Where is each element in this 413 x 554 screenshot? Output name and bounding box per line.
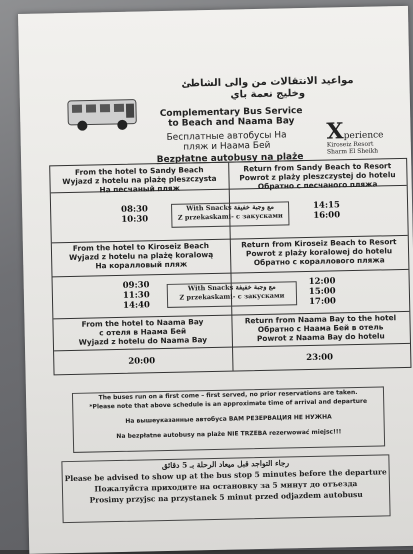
advice-box <box>61 454 390 523</box>
time: 12:00 <box>308 276 336 287</box>
kiroseiz-snack-box <box>167 281 297 308</box>
sandy-snack-box <box>171 201 289 227</box>
snack-pl: Z przekaskami- с закусками <box>177 211 283 222</box>
naama-to-title: From the hotel to Naama Bay <box>81 317 204 329</box>
time: 15:00 <box>308 286 336 297</box>
kiroseiz-from-pl: Powrot z plaży koralowej do hotelu <box>245 246 393 259</box>
schedule-sheet <box>18 6 413 554</box>
logo-name: perience <box>343 130 384 142</box>
naama-from-pl: Powrot z Naama Bay do hotelu <box>256 331 385 344</box>
advice-polish: Prosimy przyjsc na przystanek 5 minut przed odjazdem autobusu <box>89 489 363 505</box>
sandy-to-title: From the hotel to Sandy Beach <box>74 165 204 177</box>
time: 10:30 <box>121 214 149 225</box>
naama-to-pl: Wyjazd z hotelu do Naama Bay <box>78 335 208 347</box>
title-polish: Bezpłatne autobusy na plaże <box>156 152 304 166</box>
snack-en: With Snacks <box>187 283 234 293</box>
kiroseiz-to-title: From the hotel to Kiroseiz Beach <box>72 241 210 253</box>
time: 08:30 <box>121 204 149 215</box>
naama-to-ru: с отеля в Наама Бей <box>99 326 187 338</box>
time: 14:40 <box>123 300 151 311</box>
naama-from-header <box>235 313 406 344</box>
naama-from-time: 23:00 <box>306 352 334 364</box>
snack-ar: مع وجبة خفيفة <box>233 202 275 212</box>
naama-to-time: 20:00 <box>128 356 156 367</box>
time: 16:00 <box>313 210 341 221</box>
kiroseiz-from-ru: Обратно с кораллового пляжа <box>253 255 385 268</box>
snack-en: With Snacks <box>186 203 232 213</box>
sandy-from-pl: Powrot z plaży pleszczystej do hotelu <box>239 170 396 183</box>
note-line2: *Please note that above schedule is an approximate time of arrival and departure <box>89 397 368 411</box>
kiroseiz-to-header <box>56 241 227 272</box>
schedule-table <box>49 158 411 375</box>
time: 17:00 <box>308 296 336 307</box>
note-line4: Na bezpłatne autobusy na plaże NIE TRZEBA rezerwować miejsc!!! <box>116 428 342 441</box>
advice-russian: Пожалуйста приходите на остановку за 5 минут до отъезда <box>94 478 358 494</box>
time: 14:15 <box>312 200 340 211</box>
snack-ar: مع وجبة خفيفة <box>235 282 276 292</box>
kiroseiz-to-pl: Wyjazd z hotelu na plażę koralową <box>68 249 214 262</box>
sandy-from-times <box>313 200 340 221</box>
advice-english: Please be advised to show up at the bus stop 5 minutes before the departure <box>64 467 387 484</box>
note-line1: The buses run on a first come – first served, no prior reservations are taken. <box>98 388 358 402</box>
bus-illustration <box>66 95 141 133</box>
time: 09:30 <box>122 280 150 291</box>
divider <box>228 163 233 371</box>
title-english: Complementary Bus Service to Beach and Naama Bay <box>159 106 303 129</box>
naama-to-header <box>57 317 228 348</box>
time: 11:30 <box>122 290 150 301</box>
advice-arabic: رجاء التواجد قبل ميعاد الرحلة بـ 5 دقائق <box>161 458 290 471</box>
logo-sub1: Kiroseiz Resort <box>326 140 374 149</box>
kiroseiz-from-title: Return from Kiroseiz Beach to Resort <box>241 237 397 250</box>
sandy-to-header <box>54 165 225 196</box>
title-russian: Бесплатные автобусы На пляж и Наама Бей <box>166 130 287 153</box>
sandy-to-pl: Wyjazd z hotelu na plażę pleszczysta <box>62 173 217 187</box>
sandy-from-title: Return from Sandy Beach to Resort <box>243 161 392 174</box>
sandy-from-ru: Обратно с песчаного пляжа <box>257 179 378 192</box>
naama-from-title: Return from Naama Bay to the hotel <box>244 313 397 326</box>
reservation-note-box <box>72 386 385 453</box>
kiroseiz-from-header <box>234 237 405 268</box>
logo-mark: X <box>326 118 344 145</box>
snack-pl: Z przekaskami- с закусками <box>179 291 285 302</box>
kiroseiz-from-times <box>309 276 336 307</box>
kiroseiz-to-times <box>123 280 150 311</box>
title-arabic: مواعيد الانتقالات من والى الشاطئ وخليج نعمة باي <box>181 74 354 101</box>
sandy-to-ru: На песчаный пляж <box>99 183 181 195</box>
logo-sub2: Sharm El Sheikh <box>326 147 379 156</box>
kiroseiz-to-ru: На коралловый пляж <box>95 259 188 271</box>
sandy-from-header <box>232 161 403 192</box>
note-line3: На вышеуказанные автобуса ВАМ РЕЗЕРВАЦИЯ НЕ НУЖНА <box>125 413 332 425</box>
resort-logo <box>326 118 405 156</box>
sandy-to-times <box>121 204 148 225</box>
naama-from-ru: Обратно с Наама Бей в отель <box>257 322 384 335</box>
